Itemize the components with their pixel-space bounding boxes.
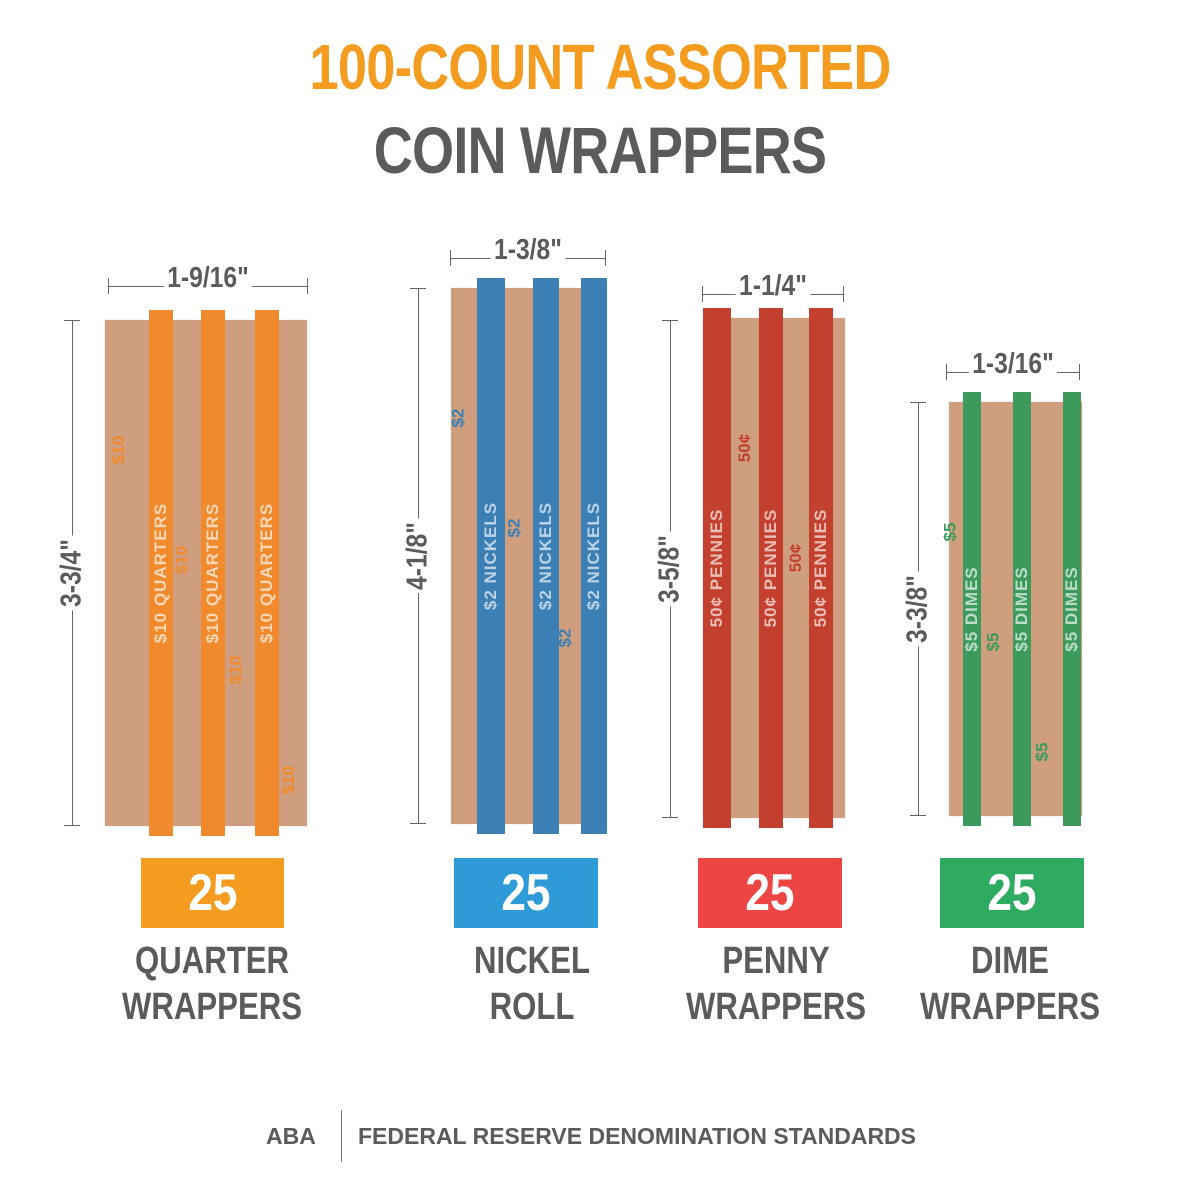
penny-wrapper bbox=[703, 318, 845, 818]
penny-caption-line-2: WRAPPERS bbox=[685, 986, 867, 1028]
dime-wrapper-print: $5 DIMES bbox=[1012, 566, 1031, 652]
dime-wrapper-stripe bbox=[1013, 392, 1031, 826]
quarter-caption-line-1: QUARTER bbox=[134, 940, 290, 982]
quarter-wrapper-print: $10 QUARTERS bbox=[203, 502, 222, 644]
nickel-caption bbox=[412, 938, 652, 1030]
nickel-count-badge bbox=[454, 858, 598, 928]
quarter-wrapper-print: $10 bbox=[279, 765, 299, 795]
quarter-wrapper-stripe bbox=[149, 310, 173, 836]
penny-caption bbox=[656, 938, 896, 1030]
quarter-wrapper-print: $10 QUARTERS bbox=[151, 502, 170, 644]
quarter-count: 25 bbox=[187, 864, 238, 922]
nickel-wrapper-stripe bbox=[477, 278, 505, 834]
dime-wrapper bbox=[940, 402, 1082, 816]
dime-count: 25 bbox=[987, 864, 1037, 922]
nickel-wrapper-print: $2 bbox=[555, 628, 575, 648]
nickel-wrapper-stripe bbox=[581, 278, 607, 834]
quarter-width-dimension bbox=[108, 262, 308, 296]
penny-count: 25 bbox=[745, 864, 795, 922]
penny-wrapper-stripe bbox=[809, 308, 833, 828]
nickel-wrapper-print: $2 NICKELS bbox=[584, 501, 603, 611]
quarter-wrapper-stripe bbox=[255, 310, 279, 836]
quarter-wrapper-print: $10 bbox=[172, 545, 192, 575]
penny-wrapper-stripe bbox=[759, 308, 783, 828]
dime-height-label: 3-3/8" bbox=[902, 572, 935, 647]
quarter-width-label: 1-9/16" bbox=[164, 262, 252, 295]
penny-height-label: 3-5/8" bbox=[654, 532, 687, 607]
dime-wrapper-print: $5 bbox=[983, 632, 1003, 652]
nickel-height-dimension bbox=[401, 288, 434, 824]
nickel-wrapper-print: $2 bbox=[504, 518, 524, 538]
dime-caption-line-1: DIME bbox=[971, 940, 1049, 982]
dime-wrapper-print: $5 DIMES bbox=[1062, 566, 1081, 652]
nickel-width-label: 1-3/8" bbox=[491, 234, 566, 267]
nickel-wrapper-print: $2 bbox=[448, 408, 468, 428]
dime-height-dimension bbox=[901, 402, 934, 816]
quarter-wrapper-print: $10 bbox=[109, 435, 129, 465]
dime-caption bbox=[890, 938, 1130, 1030]
nickel-count: 25 bbox=[501, 864, 551, 922]
footer-standards: FEDERAL RESERVE DENOMINATION STANDARDS bbox=[358, 1123, 917, 1149]
dime-width-label: 1-3/16" bbox=[969, 348, 1057, 381]
penny-wrapper-print: 50¢ bbox=[786, 543, 806, 573]
nickel-width-dimension bbox=[450, 234, 606, 268]
penny-width-dimension bbox=[702, 270, 844, 304]
quarter-wrapper bbox=[105, 320, 307, 826]
nickel-wrapper-print: $2 NICKELS bbox=[536, 501, 555, 611]
nickel-height-label: 4-1/8" bbox=[402, 519, 435, 594]
nickel-wrapper-stripe bbox=[533, 278, 559, 834]
title-line-2: COIN WRAPPERS bbox=[373, 113, 827, 187]
dime-wrapper-print: $5 bbox=[1032, 742, 1052, 762]
nickel-wrapper-print: $2 NICKELS bbox=[481, 501, 500, 611]
dime-width-dimension bbox=[946, 348, 1080, 382]
title-line-1: 100-COUNT ASSORTED bbox=[309, 31, 891, 103]
nickel-wrapper bbox=[448, 288, 607, 824]
nickel-caption-line-2: ROLL bbox=[489, 986, 575, 1028]
dime-count-badge bbox=[940, 858, 1084, 928]
quarter-height-label: 3-3/4" bbox=[56, 536, 89, 611]
dime-wrapper-print: $5 DIMES bbox=[962, 566, 981, 652]
penny-wrapper-print: 50¢ PENNIES bbox=[761, 508, 780, 628]
penny-wrapper-print: 50¢ bbox=[735, 433, 755, 463]
penny-width-label: 1-1/4" bbox=[736, 270, 811, 303]
quarter-wrapper-print: $10 QUARTERS bbox=[257, 502, 276, 644]
footer-aba: ABA bbox=[266, 1123, 316, 1149]
penny-wrapper-stripe bbox=[703, 308, 731, 828]
penny-wrapper-print: 50¢ PENNIES bbox=[707, 508, 726, 628]
quarter-caption-line-2: WRAPPERS bbox=[121, 986, 303, 1028]
quarter-height-dimension bbox=[55, 320, 88, 826]
dime-wrapper-stripe bbox=[963, 392, 981, 826]
quarter-wrapper-stripe bbox=[201, 310, 225, 836]
penny-caption-line-1: PENNY bbox=[722, 940, 830, 982]
dime-wrapper-stripe bbox=[1063, 392, 1081, 826]
dime-caption-line-2: WRAPPERS bbox=[919, 986, 1101, 1028]
penny-count-badge bbox=[698, 858, 842, 928]
penny-height-dimension bbox=[653, 320, 686, 818]
footer-divider bbox=[341, 1110, 342, 1162]
quarter-caption bbox=[92, 938, 332, 1030]
nickel-caption-line-1: NICKEL bbox=[473, 940, 590, 982]
dime-wrapper-print: $5 bbox=[940, 522, 960, 542]
quarter-count-badge bbox=[141, 858, 284, 928]
quarter-wrapper-print: $10 bbox=[226, 655, 246, 685]
penny-wrapper-print: 50¢ PENNIES bbox=[811, 508, 830, 628]
